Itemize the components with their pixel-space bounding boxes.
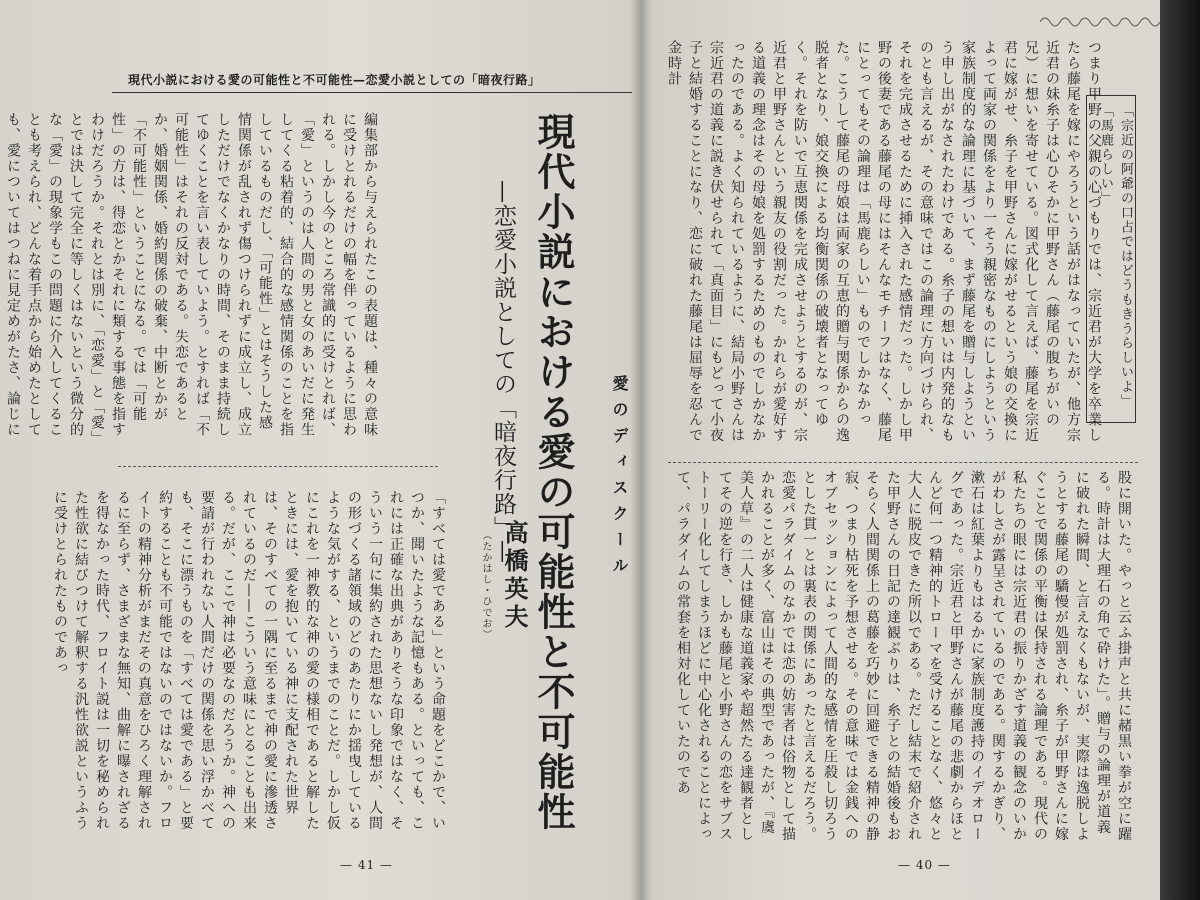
author-name: 高橋英夫 <box>500 520 529 632</box>
book-gutter <box>630 0 652 900</box>
header-rule <box>112 92 632 93</box>
left-section-divider <box>118 466 438 467</box>
decorative-wave-rule <box>1040 12 1160 32</box>
page-number-right: — 40 — <box>898 858 951 872</box>
quote-text: 「宗近の阿爺の口占ではどうもきうらしいよ」「馬鹿らしい」 <box>1098 104 1133 402</box>
author-reading: （たかはし・ひでお） <box>480 530 491 640</box>
book-edge-shadow <box>1160 0 1200 900</box>
series-label: 愛のディスクール <box>610 375 629 583</box>
page-number-left: — 41 — <box>340 858 393 872</box>
right-section-divider <box>668 462 1138 463</box>
article-subtitle: —恋愛小説としての「暗夜行路」— <box>490 180 516 564</box>
running-header: 現代小説における愛の可能性と不可能性—恋愛小説としての「暗夜行路」 <box>128 73 541 87</box>
right-lower-body-text: 股に開いた。やっと云ふ掛声と共に赭黒い拳が空に躍る。時計は大理石の角で砕けた」。贈与の論理が道義に破れた瞬間、と言えなくもないが、実際は逸脱しようとする藤尾の驕慢が処罰され、糸子が甲野さんに嫁ぐことで関係の平衡は保持される論理である。現代の私たちの眼には宗近君の振りかざす道義の観念のいかがわしさが露呈されているのである。関するかぎり、漱石は紅葉よりもはるかに家族制度護持のイデオローグであった。宗近君と甲野さんが藤尾の悲劇からほとんど何一つ精神的トローマを受けることなく、悠々と大人に脱皮できた所以である。ただし結末で紹介された甲野さんの日記の達観ぶりは、糸子との結婚後もおそらく人間関係上の葛藤を巧妙に回避できる精神の静寂、つまり枯死を予想させる。その意味では金銭へのオブセッションによって人間的な感情を圧殺し切ろうとした貫一とは裏表の関係にあったと言えるだろう。恋愛パラダイムのなかでは恋の妨害者は俗物として描かれることが多く、富山はその典型であったが、『虞美人草』の二人は健康な道義家や超然たる達観者としてその逆を行き、しかも藤尾と小野さんの恋をサブストーリー化してしまうほどに中心化されることによって、パラダイムの常套を相対化していたのであ <box>675 470 1132 842</box>
left-upper-body-text: 編集部から与えられたこの表題は、種々の意味に受けとれるだけの幅を伴っているように思われる。しかし今のところ常識的に受けとれば、「愛」というのは人間の男と女のあいだに発生してくる粘着的、結合的な感情関係のことを指しているものだし、「可能性」とはそうした感情関係が乱されず傷つけられずに成立し、成立しただけでなくかなりの時間、そのまま持続してゆくことを言い表していよう。とすれば「不可能性」はそれの反対である。失恋であるとか、婚姻関係、婚約関係の破棄、中断とかが「不可能性」ということになる。では「可能性」の方は、得恋とかそれに類する事態を指すわけだろうか。それとは別に、「恋愛」と「愛」とでは決して完全に等しくはないという微分的な「愛」の現象学もこの問題に介入してくることも考えられ、どんな着手点から始めたとしても、愛についてはつねに見定めがたさ、論じに <box>5 112 378 439</box>
right-upper-body-text: つまり甲野の父親の心づもりでは、宗近君が大学を卒業したら藤尾を嫁にやろうという話がはなっていたが、他方宗近君の妹糸子は心ひそかに甲野さん（藤尾の腹ちがいの兄）に想いを寄せている。図式化して言えば、藤尾を宗近君に嫁がせ、糸子を甲野さんに嫁がせるという娘の交換によって両家の関係をより一そう親密なものにしようという家族制度的な論理に基づいて、まず藤尾を贈与しようという申し出がなされたわけである。糸子の想いは内発的なものとも言えるが、その意味ではこの論理に方向づけられ、それを完成させるために挿入された感情だった。しかし甲野の後妻である藤尾の母にはそんなモチーフはなく、藤尾にとってもその論理は「馬鹿らしい」ものでしかなかった。こうして藤尾の母娘は両家の互恵的贈与関係からの逸脱者となり、娘交換による均衡関係の破壊者となってゆく。それを防いで互恵関係を完成させようとするのが、宗近君と甲野さんという親友の役割だった。かれらが愛好する道義の理念はその母娘を処罰するためのものでしかなかったのである。よく知られているように、結局小野さんは宗近君の道義に説き伏せられて「真面目」にもどって小夜子と結婚することになり、恋に破れた藤尾は屈辱を忍んで金時計 <box>666 40 1102 443</box>
article-title: 現代小説における愛の可能性と不可能性 <box>531 112 576 832</box>
left-lower-body-text: 「すべては愛である」という命題をどこかで、いつか、聞いたような記憶もある。といっても、これには正確な出典がありそうな印象ではなく、そういう一句に集約された思想ないし発想が、人間の形づくる諸領域のどのあたりにか揺曳しているような気がする、というまでのことだ。しかし仮にこれを一神教的な神の愛の様相であると解したときには、愛を抱いている神に支配された世界は、そのすべての一隅に至るまで神の愛に滲透されているのだ——こういう意味にとることも出来る。だが、ここで神は必要なのだろうか。神への要請が行われない人間だけの関係を思い浮かべても、そこに漂うものを「すべては愛である」と要約することも不可能ではないのではないか。フロイトの精神分析がまだその真意をひろく理解されるに至らず、さまざまな無知、曲解に曝されざるを得なかった時代、フロイト説は一切を秘められた性欲に結びつけて解釈する汎性欲説というふうに受けとられたものであっ <box>52 490 446 831</box>
